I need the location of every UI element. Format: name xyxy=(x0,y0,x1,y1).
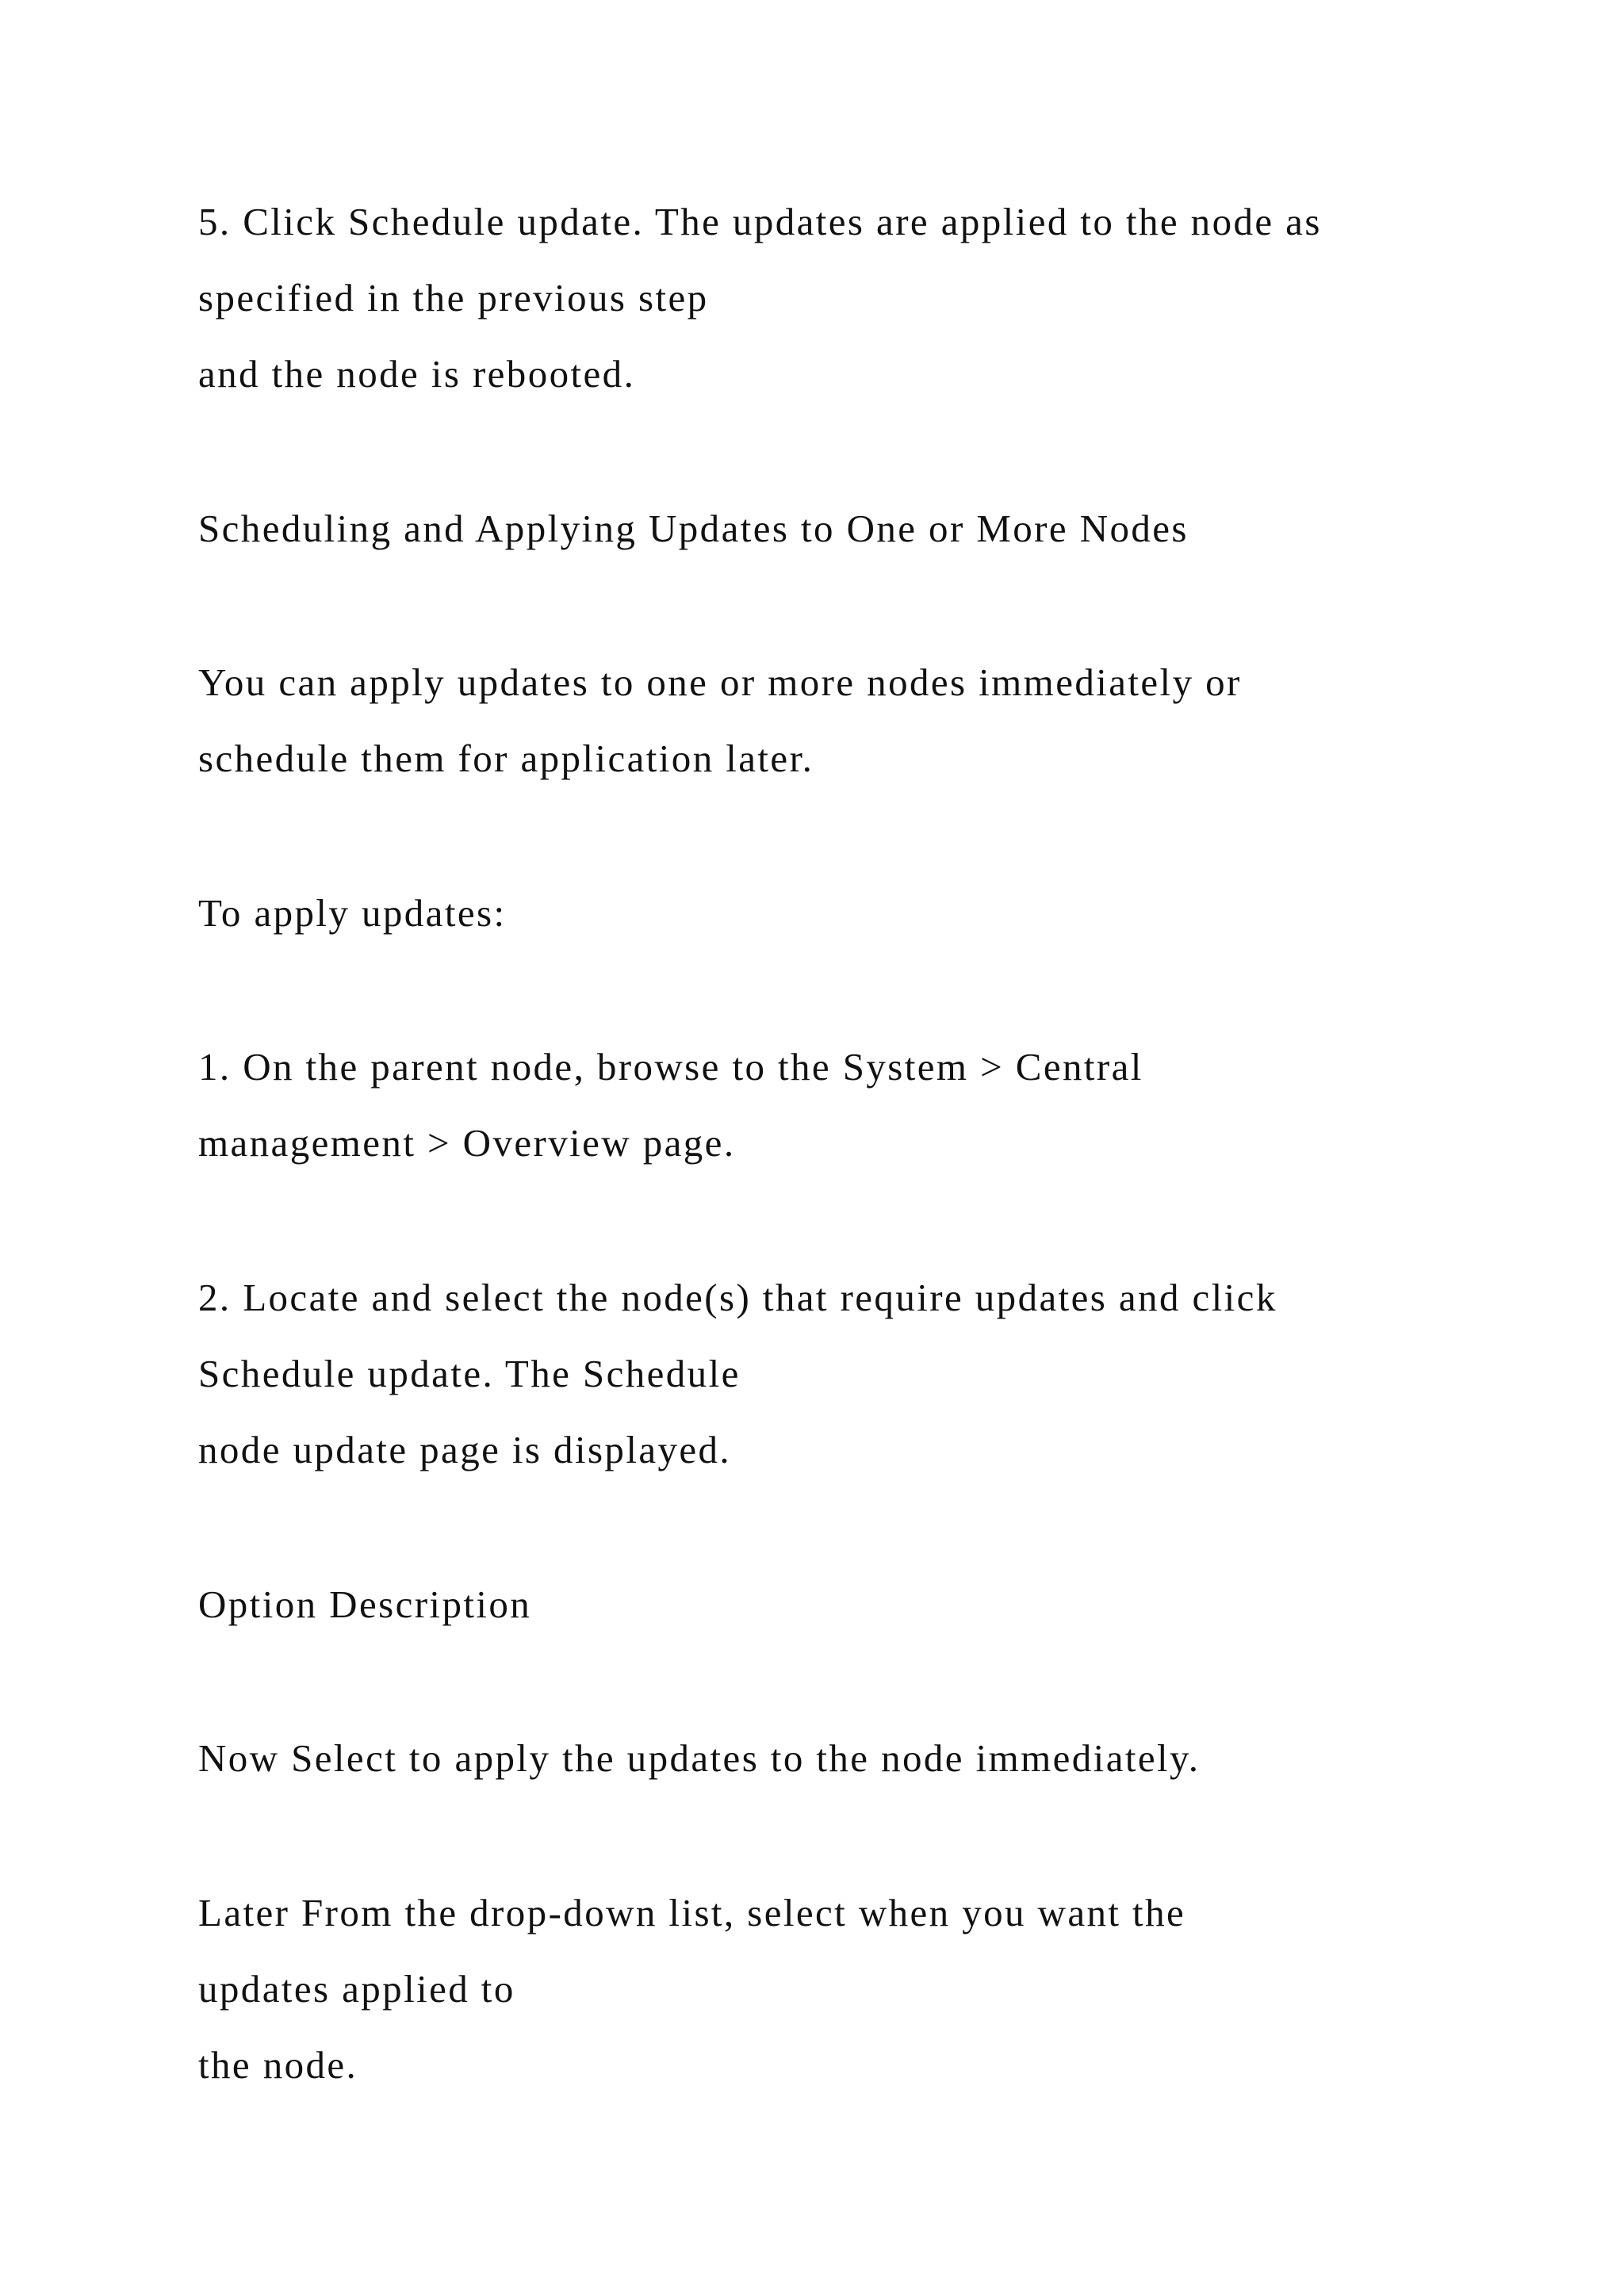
step-1-line-2: management > Overview page. xyxy=(198,1121,736,1165)
to-apply-label: To apply updates: xyxy=(198,891,507,935)
option-now-row: Now Select to apply the updates to the node immediately. xyxy=(198,1736,1201,1780)
step-2-line-2: Schedule update. The Schedule xyxy=(198,1352,741,1395)
option-later-line-1: Later From the drop-down list, select when you want the xyxy=(198,1891,1186,1934)
option-later-line-3: the node. xyxy=(198,2043,358,2087)
step-5-line-2: specified in the previous step xyxy=(198,276,709,320)
intro-line-2: schedule them for application later. xyxy=(198,737,814,780)
step-2-line-3: node update page is displayed. xyxy=(198,1428,732,1471)
intro-line-1: You can apply updates to one or more nodes immediately or xyxy=(198,660,1242,704)
section-heading: Scheduling and Applying Updates to One or More Nodes xyxy=(198,507,1189,550)
step-5-line-1: 5. Click Schedule update. The updates are applied to the node as xyxy=(198,200,1322,243)
option-later-line-2: updates applied to xyxy=(198,1967,515,2011)
step-5-line-3: and the node is rebooted. xyxy=(198,352,636,396)
option-table-header: Option Description xyxy=(198,1582,532,1626)
step-1-line-1: 1. On the parent node, browse to the System > Central xyxy=(198,1045,1143,1089)
step-2-line-1: 2. Locate and select the node(s) that require updates and click xyxy=(198,1276,1277,1319)
